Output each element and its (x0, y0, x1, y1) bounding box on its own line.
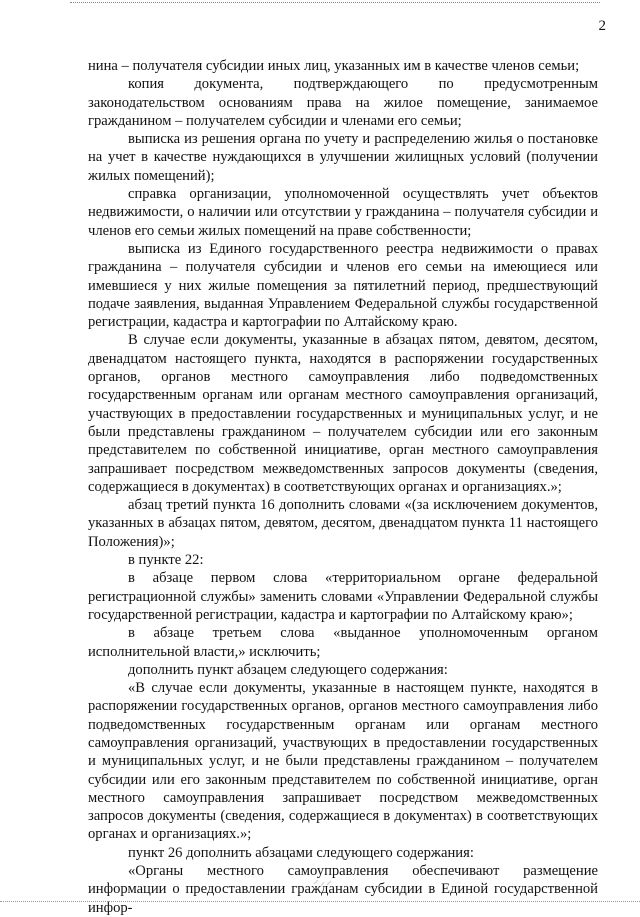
paragraph-item-26-amendment: пункт 26 дополнить абзацами следующего содержания: (128, 844, 474, 861)
paragraph-item-22-heading: в пункте 22: (128, 552, 204, 569)
paragraph-new-clause-text: «В случае если документы, указанные в настоящем пункте, находятся в распоряжении государственных органов, органов местного самоуправления либо подведомственных государственным органам или органам местного самоуправления организаций, участвующих в предоставлении государственных и муниципальных услуг, и не были представлены гражданином – получателем субсидии или его законным представителем по собственной инициативе, орган местного самоуправления запрашивает посредством межведомственных запросов документы (сведения, содержащиеся в документах) в соответствующих органах и организациях.»; (88, 680, 598, 843)
paragraph-property-certificate: справка организации, уполномоченной осуществлять учет объектов недвижимости, о наличии или отсутствии у гражданина – получателя субсидии и членов его семьи жилых помещений на праве собственности; (88, 186, 598, 239)
paragraph-registry-extract: выписка из Единого государственного реестра недвижимости о правах гражданина – получателя субсидии и членов его семьи на имеющиеся или имевшиеся у них жилые помещения за пятилетний период, предшествующий подаче заявления, выданная Управлением Федеральной службы государственной регистрации, кадастра и картографии по Алтайскому краю. (88, 240, 598, 331)
paragraph-interagency-requests: В случае если документы, указанные в абзацах пятом, девятом, десятом, двенадцатом настоящего пункта, находятся в распоряжении государственных органов, органов местного самоуправления либо подведомственных государственным органам или органам местного самоуправления организаций, участвующих в предоставлении государственных и муниципальных услуг, и не были представлены гражданином – получателем субсидии или его законным представителем по собственной инициативе, орган местного самоуправления запрашивает посредством межведомственных запросов документы (сведения, содержащиеся в документах) в соответствующих органах и организациях.»; (88, 332, 598, 495)
paragraph-housing-document-copy: копия документа, подтверждающего по предусмотренным законодательством основаниям права на жилое помещение, занимаемое гражданином – получателем субсидии и членами его семьи; (88, 76, 598, 129)
paragraph-continuation: нина – получателя субсидии иных лиц, указанных им в качестве членов семьи; (88, 58, 580, 74)
top-scan-edge (70, 2, 600, 3)
document-body (88, 57, 598, 917)
paragraph-add-clause: дополнить пункт абзацем следующего содержания: (128, 661, 448, 678)
paragraph-item-16-amendment: абзац третий пункта 16 дополнить словами «(за исключением документов, указанных в абзацах пятом, девятом, десятом, двенадцатом пункта 11 настоящего Положения)»; (88, 497, 598, 550)
page-number: 2 (598, 18, 606, 34)
paragraph-item-22-third-clause: в абзаце третьем слова «выданное уполномоченным органом исполнительной власти,» исключить; (88, 625, 598, 660)
paragraph-information-placement: «Органы местного самоуправления обеспечивают размещение информации о предоставлении гражданам субсидии в Единой государственной инфор- (88, 863, 598, 916)
paragraph-registration-extract: выписка из решения органа по учету и распределению жилья о постановке на учет в качестве нуждающихся в улучшении жилищных условий (получении жилых помещений); (88, 131, 598, 184)
paragraph-item-22-first-clause: в абзаце первом слова «территориальном органе федеральной регистрационной службы» заменить словами «Управлении Федеральной службы государственной регистрации, кадастра и картографии по Алтайскому краю»; (88, 570, 598, 623)
scan-artifact-mark (312, 876, 334, 890)
bottom-scan-edge (0, 901, 640, 902)
